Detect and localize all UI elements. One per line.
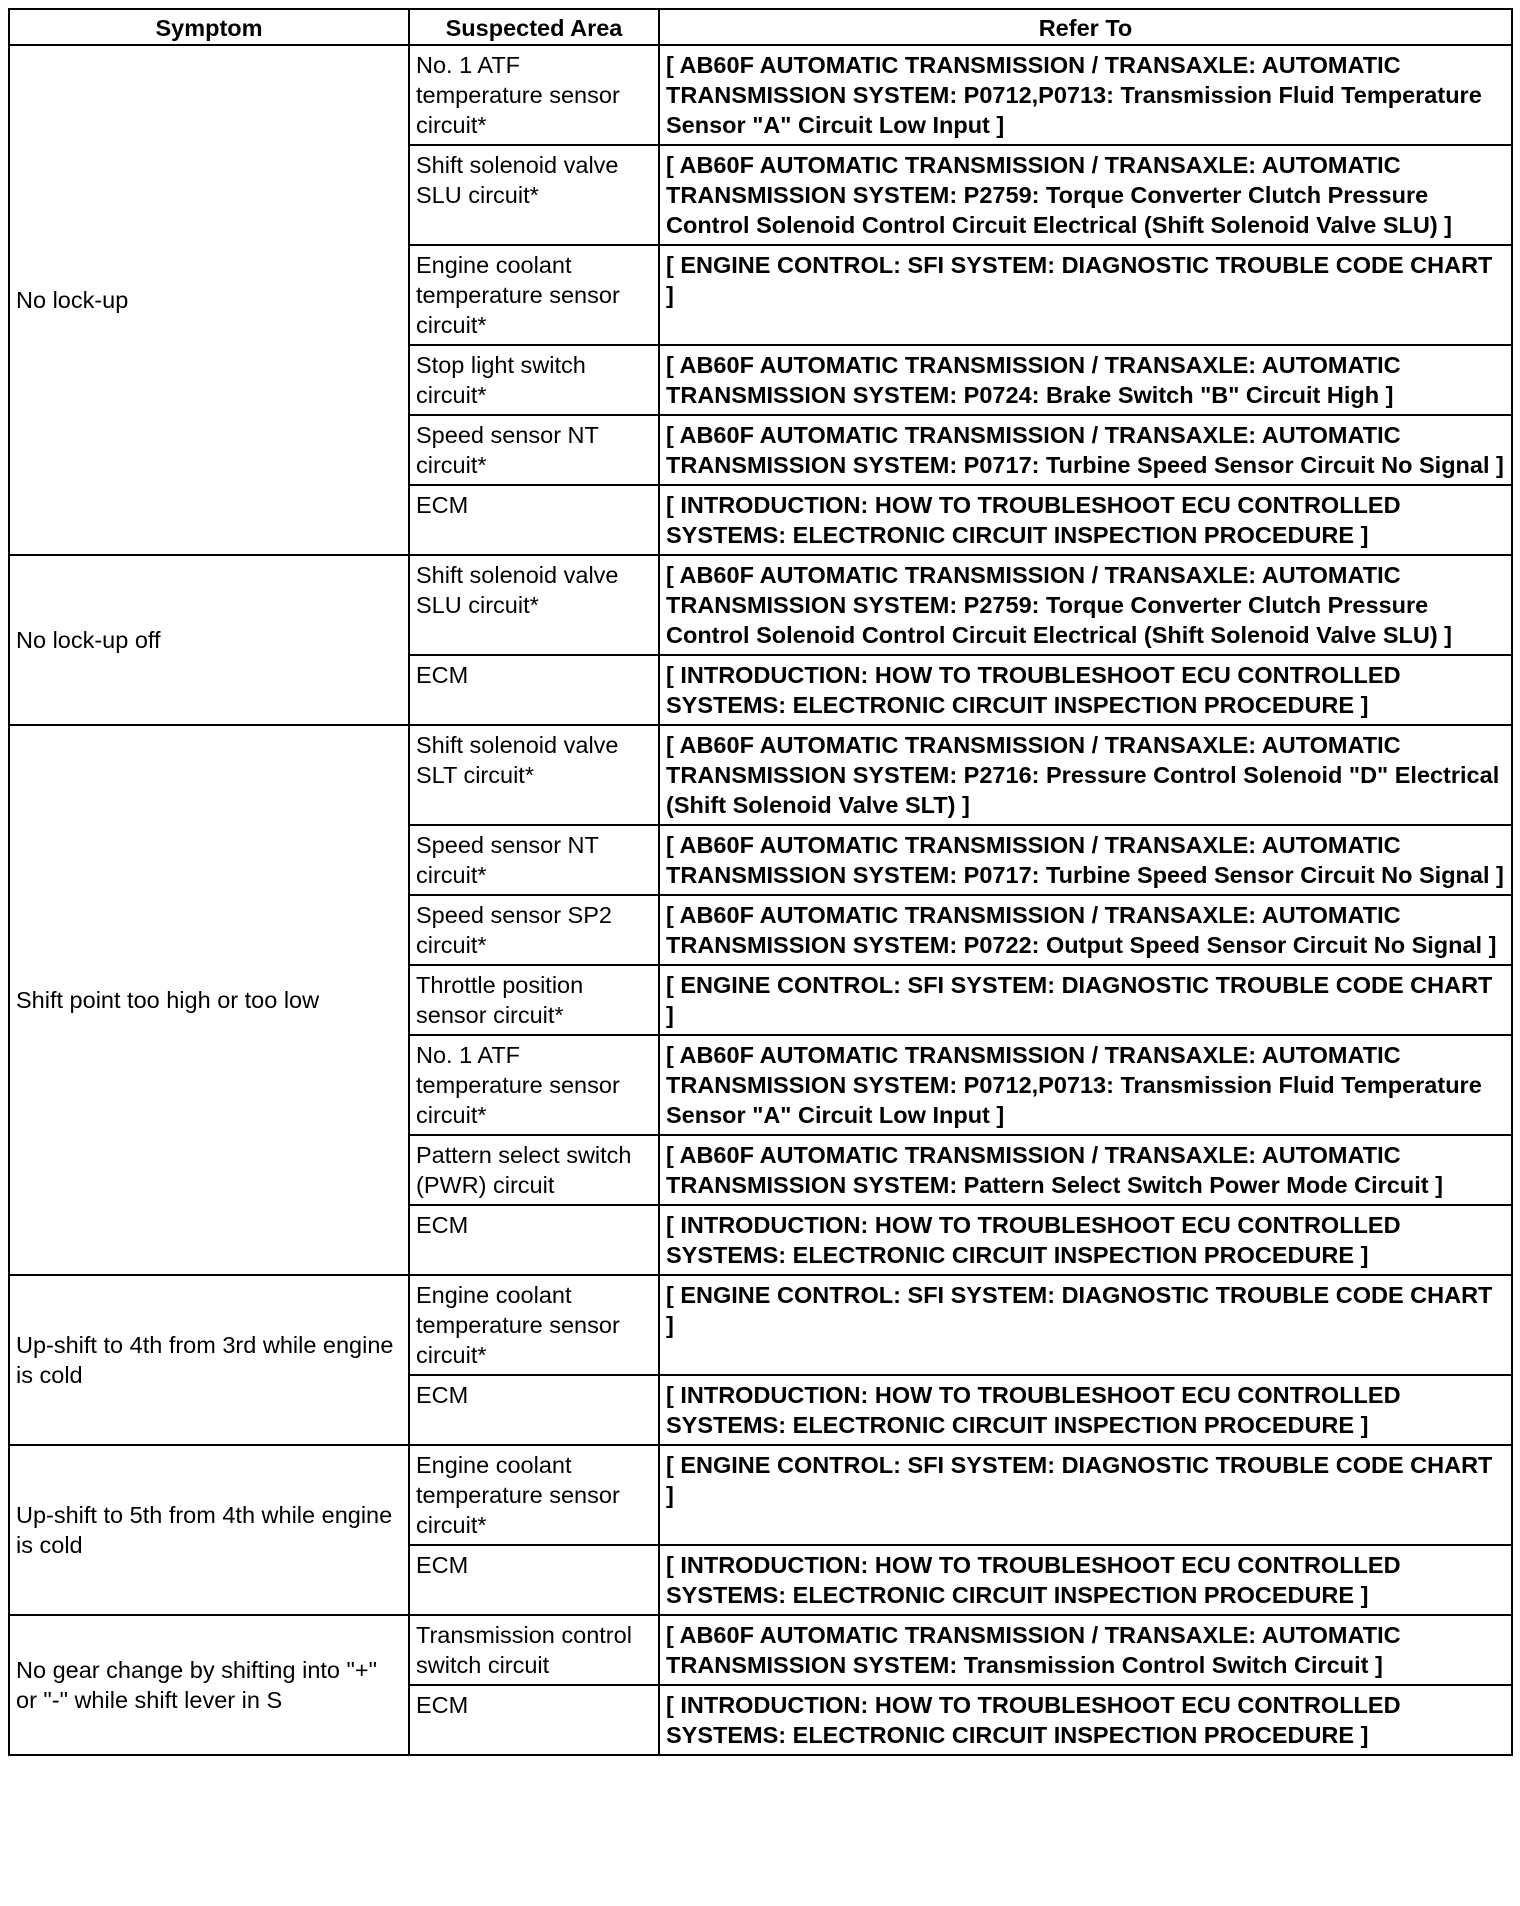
refer-to-link[interactable]: [ AB60F AUTOMATIC TRANSMISSION / TRANSAXLE: AUTOMATIC TRANSMISSION SYSTEM: P2716: Pressure Control Solenoid "D" Electrical (Shift Solenoid Valve SLT) ]	[659, 725, 1512, 825]
refer-to-link[interactable]: [ AB60F AUTOMATIC TRANSMISSION / TRANSAXLE: AUTOMATIC TRANSMISSION SYSTEM: P0722: Output Speed Sensor Circuit No Signal ]	[659, 895, 1512, 965]
suspected-area-cell: ECM	[409, 1205, 659, 1275]
refer-to-link[interactable]: [ INTRODUCTION: HOW TO TROUBLESHOOT ECU CONTROLLED SYSTEMS: ELECTRONIC CIRCUIT INSPECTION PROCEDURE ]	[659, 655, 1512, 725]
refer-to-link[interactable]: [ ENGINE CONTROL: SFI SYSTEM: DIAGNOSTIC TROUBLE CODE CHART ]	[659, 965, 1512, 1035]
suspected-area-cell: Engine coolant temperature sensor circuit*	[409, 1275, 659, 1375]
refer-to-link[interactable]: [ INTRODUCTION: HOW TO TROUBLESHOOT ECU CONTROLLED SYSTEMS: ELECTRONIC CIRCUIT INSPECTION PROCEDURE ]	[659, 1205, 1512, 1275]
suspected-area-cell: Shift solenoid valve SLU circuit*	[409, 145, 659, 245]
refer-to-link[interactable]: [ AB60F AUTOMATIC TRANSMISSION / TRANSAXLE: AUTOMATIC TRANSMISSION SYSTEM: P2759: Torque Converter Clutch Pressure Control Solenoid Control Circuit Electrical (Shift Solenoid Valve SLU) ]	[659, 555, 1512, 655]
suspected-area-cell: Transmission control switch circuit	[409, 1615, 659, 1685]
header-suspected-area: Suspected Area	[409, 9, 659, 45]
suspected-area-cell: Throttle position sensor circuit*	[409, 965, 659, 1035]
refer-to-link[interactable]: [ AB60F AUTOMATIC TRANSMISSION / TRANSAXLE: AUTOMATIC TRANSMISSION SYSTEM: P0712,P0713: Transmission Fluid Temperature Sensor "A" Circuit Low Input ]	[659, 45, 1512, 145]
suspected-area-cell: No. 1 ATF temperature sensor circuit*	[409, 1035, 659, 1135]
suspected-area-cell: ECM	[409, 1685, 659, 1755]
table-body	[9, 45, 1512, 1755]
table-row	[9, 555, 1512, 655]
refer-to-link[interactable]: [ AB60F AUTOMATIC TRANSMISSION / TRANSAXLE: AUTOMATIC TRANSMISSION SYSTEM: P0717: Turbine Speed Sensor Circuit No Signal ]	[659, 825, 1512, 895]
suspected-area-cell: Speed sensor NT circuit*	[409, 825, 659, 895]
suspected-area-cell: ECM	[409, 485, 659, 555]
refer-to-link[interactable]: [ ENGINE CONTROL: SFI SYSTEM: DIAGNOSTIC TROUBLE CODE CHART ]	[659, 245, 1512, 345]
suspected-area-cell: ECM	[409, 1545, 659, 1615]
table-row	[9, 1615, 1512, 1685]
symptom-cell: Shift point too high or too low	[9, 725, 409, 1275]
refer-to-link[interactable]: [ ENGINE CONTROL: SFI SYSTEM: DIAGNOSTIC TROUBLE CODE CHART ]	[659, 1275, 1512, 1375]
suspected-area-cell: Speed sensor SP2 circuit*	[409, 895, 659, 965]
header-symptom: Symptom	[9, 9, 409, 45]
suspected-area-cell: Speed sensor NT circuit*	[409, 415, 659, 485]
symptom-cell: No lock-up off	[9, 555, 409, 725]
suspected-area-cell: Shift solenoid valve SLT circuit*	[409, 725, 659, 825]
table-row	[9, 1275, 1512, 1375]
troubleshooting-table	[8, 8, 1513, 1756]
refer-to-link[interactable]: [ INTRODUCTION: HOW TO TROUBLESHOOT ECU CONTROLLED SYSTEMS: ELECTRONIC CIRCUIT INSPECTION PROCEDURE ]	[659, 485, 1512, 555]
suspected-area-cell: Shift solenoid valve SLU circuit*	[409, 555, 659, 655]
refer-to-link[interactable]: [ INTRODUCTION: HOW TO TROUBLESHOOT ECU CONTROLLED SYSTEMS: ELECTRONIC CIRCUIT INSPECTION PROCEDURE ]	[659, 1375, 1512, 1445]
suspected-area-cell: Engine coolant temperature sensor circuit*	[409, 1445, 659, 1545]
table-row	[9, 1445, 1512, 1545]
refer-to-link[interactable]: [ INTRODUCTION: HOW TO TROUBLESHOOT ECU CONTROLLED SYSTEMS: ELECTRONIC CIRCUIT INSPECTION PROCEDURE ]	[659, 1685, 1512, 1755]
suspected-area-cell: Pattern select switch (PWR) circuit	[409, 1135, 659, 1205]
refer-to-link[interactable]: [ ENGINE CONTROL: SFI SYSTEM: DIAGNOSTIC TROUBLE CODE CHART ]	[659, 1445, 1512, 1545]
suspected-area-cell: No. 1 ATF temperature sensor circuit*	[409, 45, 659, 145]
suspected-area-cell: ECM	[409, 1375, 659, 1445]
refer-to-link[interactable]: [ AB60F AUTOMATIC TRANSMISSION / TRANSAXLE: AUTOMATIC TRANSMISSION SYSTEM: P2759: Torque Converter Clutch Pressure Control Solenoid Control Circuit Electrical (Shift Solenoid Valve SLU) ]	[659, 145, 1512, 245]
refer-to-link[interactable]: [ AB60F AUTOMATIC TRANSMISSION / TRANSAXLE: AUTOMATIC TRANSMISSION SYSTEM: Transmission Control Switch Circuit ]	[659, 1615, 1512, 1685]
refer-to-link[interactable]: [ AB60F AUTOMATIC TRANSMISSION / TRANSAXLE: AUTOMATIC TRANSMISSION SYSTEM: P0712,P0713: Transmission Fluid Temperature Sensor "A" Circuit Low Input ]	[659, 1035, 1512, 1135]
header-row	[9, 9, 1512, 45]
table-row	[9, 725, 1512, 825]
refer-to-link[interactable]: [ AB60F AUTOMATIC TRANSMISSION / TRANSAXLE: AUTOMATIC TRANSMISSION SYSTEM: P0717: Turbine Speed Sensor Circuit No Signal ]	[659, 415, 1512, 485]
header-refer-to: Refer To	[659, 9, 1512, 45]
suspected-area-cell: Stop light switch circuit*	[409, 345, 659, 415]
refer-to-link[interactable]: [ AB60F AUTOMATIC TRANSMISSION / TRANSAXLE: AUTOMATIC TRANSMISSION SYSTEM: Pattern Select Switch Power Mode Circuit ]	[659, 1135, 1512, 1205]
refer-to-link[interactable]: [ AB60F AUTOMATIC TRANSMISSION / TRANSAXLE: AUTOMATIC TRANSMISSION SYSTEM: P0724: Brake Switch "B" Circuit High ]	[659, 345, 1512, 415]
suspected-area-cell: Engine coolant temperature sensor circuit*	[409, 245, 659, 345]
suspected-area-cell: ECM	[409, 655, 659, 725]
table-row	[9, 45, 1512, 145]
symptom-cell: No gear change by shifting into "+" or "-" while shift lever in S	[9, 1615, 409, 1755]
symptom-cell: Up-shift to 4th from 3rd while engine is cold	[9, 1275, 409, 1445]
refer-to-link[interactable]: [ INTRODUCTION: HOW TO TROUBLESHOOT ECU CONTROLLED SYSTEMS: ELECTRONIC CIRCUIT INSPECTION PROCEDURE ]	[659, 1545, 1512, 1615]
symptom-cell: Up-shift to 5th from 4th while engine is cold	[9, 1445, 409, 1615]
symptom-cell: No lock-up	[9, 45, 409, 555]
